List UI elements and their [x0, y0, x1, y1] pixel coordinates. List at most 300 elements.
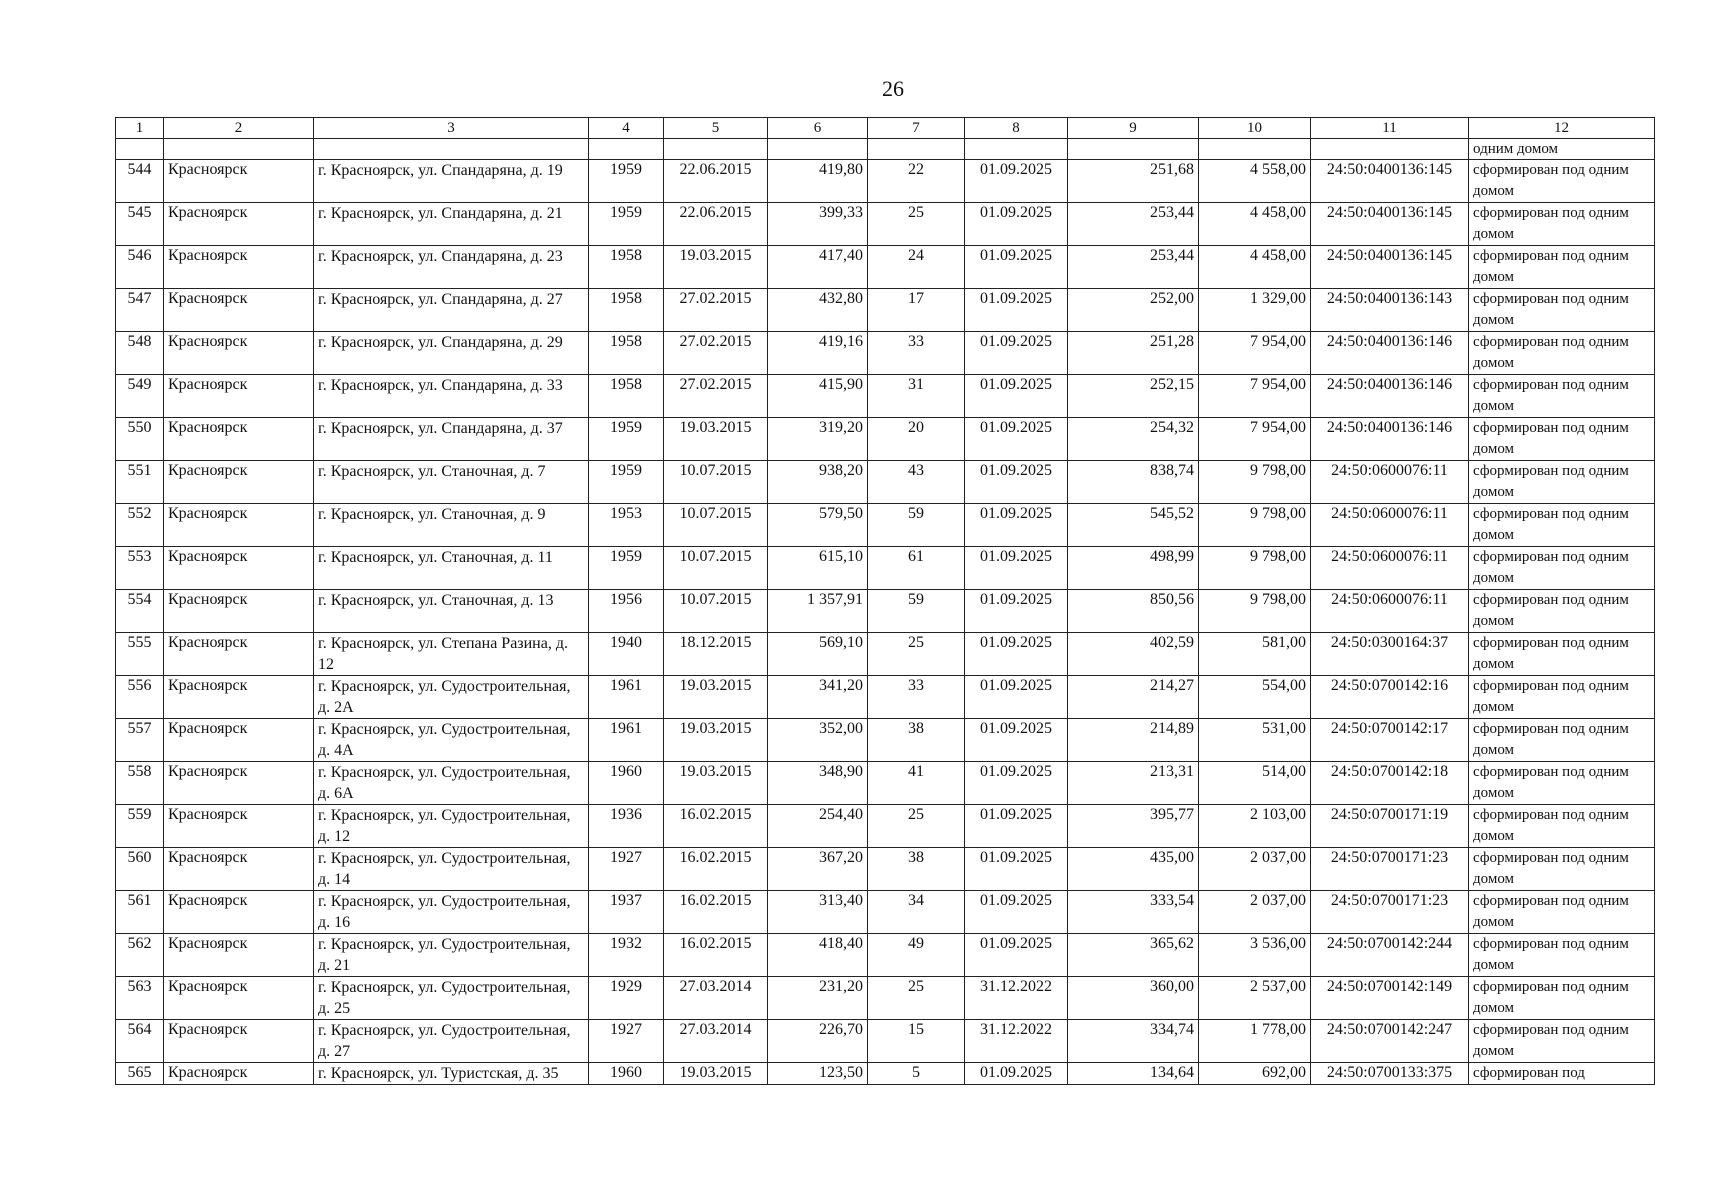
col10-cell: 2 537,00	[1199, 977, 1311, 1020]
col9-cell: 365,62	[1068, 934, 1199, 977]
year-cell: 1927	[589, 848, 664, 891]
col9-cell: 251,68	[1068, 160, 1199, 203]
year-cell: 1958	[589, 375, 664, 418]
table-row	[116, 1020, 1655, 1063]
city-cell: Красноярск	[164, 590, 314, 633]
row-number: 558	[116, 762, 164, 805]
status-cell: сформирован под одним домом	[1469, 547, 1655, 590]
year-cell: 1961	[589, 719, 664, 762]
address-cell: г. Красноярск, ул. Спандаряна, д. 23	[314, 246, 589, 289]
col10-cell: 9 798,00	[1199, 461, 1311, 504]
status-cell: сформирован под одним домом	[1469, 676, 1655, 719]
city-cell: Красноярск	[164, 504, 314, 547]
year-cell: 1940	[589, 633, 664, 676]
status-cell: сформирован под одним домом	[1469, 1020, 1655, 1063]
deadline-cell: 01.09.2025	[965, 848, 1068, 891]
column-header-7: 7	[868, 118, 965, 139]
date-cell: 10.07.2015	[664, 461, 768, 504]
col10-cell: 2 037,00	[1199, 891, 1311, 934]
col7-cell: 41	[868, 762, 965, 805]
table-row	[116, 160, 1655, 203]
col10-cell: 3 536,00	[1199, 934, 1311, 977]
area-cell: 418,40	[768, 934, 868, 977]
column-header-9: 9	[1068, 118, 1199, 139]
area-cell: 569,10	[768, 633, 868, 676]
status-cell: сформирован под одним домом	[1469, 504, 1655, 547]
address-cell: г. Красноярск, ул. Станочная, д. 11	[314, 547, 589, 590]
table-body	[116, 139, 1655, 1085]
address-cell: г. Красноярск, ул. Туристская, д. 35	[314, 1063, 589, 1085]
city-cell: Красноярск	[164, 934, 314, 977]
row-number: 544	[116, 160, 164, 203]
deadline-cell: 31.12.2022	[965, 1020, 1068, 1063]
deadline-cell: 31.12.2022	[965, 977, 1068, 1020]
date-cell: 27.02.2015	[664, 332, 768, 375]
area-cell: 254,40	[768, 805, 868, 848]
area-cell: 348,90	[768, 762, 868, 805]
address-cell: г. Красноярск, ул. Судостроительная, д. 6А	[314, 762, 589, 805]
col7-cell: 38	[868, 848, 965, 891]
address-cell: г. Красноярск, ул. Судостроительная, д. 21	[314, 934, 589, 977]
col9-cell: 435,00	[1068, 848, 1199, 891]
year-cell: 1958	[589, 289, 664, 332]
year-cell: 1959	[589, 461, 664, 504]
date-cell: 19.03.2015	[664, 762, 768, 805]
deadline-cell: 01.09.2025	[965, 805, 1068, 848]
deadline-cell: 01.09.2025	[965, 246, 1068, 289]
col9-cell: 334,74	[1068, 1020, 1199, 1063]
col9-cell: 395,77	[1068, 805, 1199, 848]
continuation-row	[116, 139, 1655, 160]
col10-cell: 7 954,00	[1199, 332, 1311, 375]
status-cell: сформирован под одним домом	[1469, 977, 1655, 1020]
column-header-12: 12	[1469, 118, 1655, 139]
row-number: 564	[116, 1020, 164, 1063]
row-number: 557	[116, 719, 164, 762]
row-number: 553	[116, 547, 164, 590]
date-cell: 27.03.2014	[664, 1020, 768, 1063]
area-cell: 313,40	[768, 891, 868, 934]
row-number: 559	[116, 805, 164, 848]
city-cell: Красноярск	[164, 891, 314, 934]
cadastral-number-cell: 24:50:0300164:37	[1311, 633, 1469, 676]
col7-cell: 33	[868, 332, 965, 375]
column-header-1: 1	[116, 118, 164, 139]
city-cell: Красноярск	[164, 1063, 314, 1085]
table-row	[116, 977, 1655, 1020]
col9-cell: 850,56	[1068, 590, 1199, 633]
page-number: 26	[882, 76, 904, 101]
status-cell: сформирован под одним домом	[1469, 934, 1655, 977]
date-cell: 27.02.2015	[664, 375, 768, 418]
year-cell: 1958	[589, 246, 664, 289]
column-header-11: 11	[1311, 118, 1469, 139]
address-cell: г. Красноярск, ул. Спандаряна, д. 33	[314, 375, 589, 418]
date-cell: 19.03.2015	[664, 418, 768, 461]
city-cell: Красноярск	[164, 332, 314, 375]
col7-cell: 34	[868, 891, 965, 934]
address-cell: г. Красноярск, ул. Судостроительная, д. 2А	[314, 676, 589, 719]
deadline-cell: 01.09.2025	[965, 332, 1068, 375]
date-cell: 10.07.2015	[664, 590, 768, 633]
col9-cell: 253,44	[1068, 203, 1199, 246]
col7-cell: 43	[868, 461, 965, 504]
col9-cell: 213,31	[1068, 762, 1199, 805]
status-cell: сформирован под одним домом	[1469, 891, 1655, 934]
table-row	[116, 203, 1655, 246]
col9-cell: 214,27	[1068, 676, 1199, 719]
area-cell: 419,16	[768, 332, 868, 375]
cadastral-number-cell: 24:50:0600076:11	[1311, 590, 1469, 633]
status-cell: сформирован под одним домом	[1469, 203, 1655, 246]
status-cell: сформирован под одним домом	[1469, 375, 1655, 418]
city-cell: Красноярск	[164, 289, 314, 332]
row-number: 549	[116, 375, 164, 418]
col7-cell: 38	[868, 719, 965, 762]
col7-cell: 59	[868, 590, 965, 633]
deadline-cell: 01.09.2025	[965, 762, 1068, 805]
table-row	[116, 719, 1655, 762]
col9-cell: 545,52	[1068, 504, 1199, 547]
address-cell: г. Красноярск, ул. Судостроительная, д. 27	[314, 1020, 589, 1063]
cadastral-number-cell: 24:50:0400136:146	[1311, 375, 1469, 418]
col7-cell: 5	[868, 1063, 965, 1085]
cadastral-number-cell: 24:50:0400136:145	[1311, 160, 1469, 203]
col10-cell: 9 798,00	[1199, 504, 1311, 547]
col7-cell: 31	[868, 375, 965, 418]
cadastral-number-cell: 24:50:0400136:145	[1311, 203, 1469, 246]
area-cell: 417,40	[768, 246, 868, 289]
status-cell: сформирован под одним домом	[1469, 590, 1655, 633]
year-cell: 1960	[589, 762, 664, 805]
city-cell: Красноярск	[164, 633, 314, 676]
city-cell: Красноярск	[164, 375, 314, 418]
table-row	[116, 891, 1655, 934]
col10-cell: 531,00	[1199, 719, 1311, 762]
area-cell: 367,20	[768, 848, 868, 891]
cadastral-number-cell: 24:50:0400136:146	[1311, 332, 1469, 375]
table-row	[116, 805, 1655, 848]
col7-cell: 22	[868, 160, 965, 203]
status-cell: сформирован под одним домом	[1469, 246, 1655, 289]
city-cell: Красноярск	[164, 977, 314, 1020]
address-cell: г. Красноярск, ул. Станочная, д. 9	[314, 504, 589, 547]
date-cell: 10.07.2015	[664, 504, 768, 547]
row-number: 552	[116, 504, 164, 547]
col7-cell: 25	[868, 977, 965, 1020]
column-header-4: 4	[589, 118, 664, 139]
deadline-cell: 01.09.2025	[965, 504, 1068, 547]
area-cell: 1 357,91	[768, 590, 868, 633]
date-cell: 16.02.2015	[664, 805, 768, 848]
col10-cell: 514,00	[1199, 762, 1311, 805]
date-cell: 19.03.2015	[664, 719, 768, 762]
date-cell: 18.12.2015	[664, 633, 768, 676]
status-cell: сформирован под одним домом	[1469, 805, 1655, 848]
area-cell: 226,70	[768, 1020, 868, 1063]
col10-cell: 2 103,00	[1199, 805, 1311, 848]
deadline-cell: 01.09.2025	[965, 891, 1068, 934]
status-cell: сформирован под одним домом	[1469, 461, 1655, 504]
row-number: 547	[116, 289, 164, 332]
city-cell: Красноярск	[164, 461, 314, 504]
col10-cell: 1 329,00	[1199, 289, 1311, 332]
table-row	[116, 676, 1655, 719]
address-cell: г. Красноярск, ул. Спандаряна, д. 19	[314, 160, 589, 203]
area-cell: 615,10	[768, 547, 868, 590]
date-cell: 19.03.2015	[664, 1063, 768, 1085]
cadastral-number-cell: 24:50:0400136:145	[1311, 246, 1469, 289]
area-cell: 231,20	[768, 977, 868, 1020]
col9-cell: 333,54	[1068, 891, 1199, 934]
column-header-5: 5	[664, 118, 768, 139]
deadline-cell: 01.09.2025	[965, 289, 1068, 332]
col7-cell: 33	[868, 676, 965, 719]
address-cell: г. Красноярск, ул. Степана Разина, д. 12	[314, 633, 589, 676]
date-cell: 19.03.2015	[664, 246, 768, 289]
address-cell: г. Красноярск, ул. Судостроительная, д. 4А	[314, 719, 589, 762]
col10-cell: 554,00	[1199, 676, 1311, 719]
city-cell: Красноярск	[164, 246, 314, 289]
city-cell: Красноярск	[164, 203, 314, 246]
year-cell: 1927	[589, 1020, 664, 1063]
col9-cell: 252,15	[1068, 375, 1199, 418]
cadastral-number-cell: 24:50:0700142:247	[1311, 1020, 1469, 1063]
status-cell: сформирован под одним домом	[1469, 418, 1655, 461]
row-number: 546	[116, 246, 164, 289]
deadline-cell: 01.09.2025	[965, 160, 1068, 203]
city-cell: Красноярск	[164, 676, 314, 719]
table-row	[116, 848, 1655, 891]
housing-registry-table	[115, 117, 1655, 1085]
date-cell: 22.06.2015	[664, 203, 768, 246]
deadline-cell: 01.09.2025	[965, 203, 1068, 246]
row-number: 551	[116, 461, 164, 504]
year-cell: 1958	[589, 332, 664, 375]
area-cell: 341,20	[768, 676, 868, 719]
status-cell: сформирован под	[1469, 1063, 1655, 1085]
year-cell: 1932	[589, 934, 664, 977]
deadline-cell: 01.09.2025	[965, 418, 1068, 461]
city-cell: Красноярск	[164, 1020, 314, 1063]
col9-cell: 498,99	[1068, 547, 1199, 590]
table-row	[116, 375, 1655, 418]
table-row	[116, 289, 1655, 332]
date-cell: 27.03.2014	[664, 977, 768, 1020]
table-row	[116, 332, 1655, 375]
city-cell: Красноярск	[164, 762, 314, 805]
address-cell: г. Красноярск, ул. Судостроительная, д. 12	[314, 805, 589, 848]
city-cell: Красноярск	[164, 160, 314, 203]
cadastral-number-cell: 24:50:0700171:23	[1311, 848, 1469, 891]
column-number-header	[116, 118, 1655, 139]
row-number: 565	[116, 1063, 164, 1085]
table-row	[116, 934, 1655, 977]
deadline-cell: 01.09.2025	[965, 676, 1068, 719]
row-number: 548	[116, 332, 164, 375]
deadline-cell: 01.09.2025	[965, 934, 1068, 977]
table-row	[116, 547, 1655, 590]
col9-cell: 254,32	[1068, 418, 1199, 461]
cadastral-number-cell: 24:50:0400136:143	[1311, 289, 1469, 332]
status-cell: сформирован под одним домом	[1469, 289, 1655, 332]
city-cell: Красноярск	[164, 805, 314, 848]
area-cell: 938,20	[768, 461, 868, 504]
row-number: 561	[116, 891, 164, 934]
col7-cell: 15	[868, 1020, 965, 1063]
address-cell: г. Красноярск, ул. Спандаряна, д. 27	[314, 289, 589, 332]
col10-cell: 7 954,00	[1199, 375, 1311, 418]
row-number: 545	[116, 203, 164, 246]
table-row	[116, 1063, 1655, 1085]
table-row	[116, 633, 1655, 676]
continuation-status: одним домом	[1469, 139, 1655, 160]
year-cell: 1961	[589, 676, 664, 719]
column-header-3: 3	[314, 118, 589, 139]
table-row	[116, 762, 1655, 805]
table-row	[116, 246, 1655, 289]
col7-cell: 24	[868, 246, 965, 289]
deadline-cell: 01.09.2025	[965, 633, 1068, 676]
status-cell: сформирован под одним домом	[1469, 332, 1655, 375]
year-cell: 1956	[589, 590, 664, 633]
col7-cell: 25	[868, 633, 965, 676]
col9-cell: 252,00	[1068, 289, 1199, 332]
table-row	[116, 504, 1655, 547]
col10-cell: 1 778,00	[1199, 1020, 1311, 1063]
column-header-6: 6	[768, 118, 868, 139]
col9-cell: 253,44	[1068, 246, 1199, 289]
col9-cell: 251,28	[1068, 332, 1199, 375]
status-cell: сформирован под одним домом	[1469, 633, 1655, 676]
area-cell: 419,80	[768, 160, 868, 203]
col7-cell: 20	[868, 418, 965, 461]
date-cell: 16.02.2015	[664, 848, 768, 891]
city-cell: Красноярск	[164, 848, 314, 891]
row-number: 550	[116, 418, 164, 461]
area-cell: 432,80	[768, 289, 868, 332]
col9-cell: 134,64	[1068, 1063, 1199, 1085]
year-cell: 1959	[589, 203, 664, 246]
address-cell: г. Красноярск, ул. Судостроительная, д. 14	[314, 848, 589, 891]
deadline-cell: 01.09.2025	[965, 461, 1068, 504]
column-header-8: 8	[965, 118, 1068, 139]
address-cell: г. Красноярск, ул. Спандаряна, д. 21	[314, 203, 589, 246]
column-header-10: 10	[1199, 118, 1311, 139]
date-cell: 19.03.2015	[664, 676, 768, 719]
status-cell: сформирован под одним домом	[1469, 762, 1655, 805]
address-cell: г. Красноярск, ул. Спандаряна, д. 29	[314, 332, 589, 375]
area-cell: 352,00	[768, 719, 868, 762]
col7-cell: 59	[868, 504, 965, 547]
table-row	[116, 590, 1655, 633]
cadastral-number-cell: 24:50:0400136:146	[1311, 418, 1469, 461]
year-cell: 1959	[589, 547, 664, 590]
cadastral-number-cell: 24:50:0700171:19	[1311, 805, 1469, 848]
col7-cell: 25	[868, 805, 965, 848]
col7-cell: 25	[868, 203, 965, 246]
year-cell: 1959	[589, 418, 664, 461]
address-cell: г. Красноярск, ул. Судостроительная, д. 25	[314, 977, 589, 1020]
city-cell: Красноярск	[164, 418, 314, 461]
col7-cell: 17	[868, 289, 965, 332]
col7-cell: 49	[868, 934, 965, 977]
column-header-2: 2	[164, 118, 314, 139]
date-cell: 16.02.2015	[664, 891, 768, 934]
date-cell: 10.07.2015	[664, 547, 768, 590]
cadastral-number-cell: 24:50:0700142:16	[1311, 676, 1469, 719]
col10-cell: 9 798,00	[1199, 590, 1311, 633]
row-number: 556	[116, 676, 164, 719]
area-cell: 319,20	[768, 418, 868, 461]
col10-cell: 581,00	[1199, 633, 1311, 676]
date-cell: 27.02.2015	[664, 289, 768, 332]
col9-cell: 402,59	[1068, 633, 1199, 676]
area-cell: 123,50	[768, 1063, 868, 1085]
cadastral-number-cell: 24:50:0600076:11	[1311, 504, 1469, 547]
col10-cell: 4 458,00	[1199, 203, 1311, 246]
cadastral-number-cell: 24:50:0700171:23	[1311, 891, 1469, 934]
year-cell: 1936	[589, 805, 664, 848]
col7-cell: 61	[868, 547, 965, 590]
deadline-cell: 01.09.2025	[965, 590, 1068, 633]
col10-cell: 7 954,00	[1199, 418, 1311, 461]
row-number: 563	[116, 977, 164, 1020]
table-row	[116, 418, 1655, 461]
cadastral-number-cell: 24:50:0600076:11	[1311, 547, 1469, 590]
row-number: 554	[116, 590, 164, 633]
deadline-cell: 01.09.2025	[965, 1063, 1068, 1085]
year-cell: 1960	[589, 1063, 664, 1085]
col10-cell: 2 037,00	[1199, 848, 1311, 891]
date-cell: 22.06.2015	[664, 160, 768, 203]
row-number: 560	[116, 848, 164, 891]
area-cell: 399,33	[768, 203, 868, 246]
status-cell: сформирован под одним домом	[1469, 719, 1655, 762]
col10-cell: 9 798,00	[1199, 547, 1311, 590]
col10-cell: 4 558,00	[1199, 160, 1311, 203]
status-cell: сформирован под одним домом	[1469, 848, 1655, 891]
cadastral-number-cell: 24:50:0700142:17	[1311, 719, 1469, 762]
cadastral-number-cell: 24:50:0600076:11	[1311, 461, 1469, 504]
status-cell: сформирован под одним домом	[1469, 160, 1655, 203]
col9-cell: 214,89	[1068, 719, 1199, 762]
address-cell: г. Красноярск, ул. Судостроительная, д. 16	[314, 891, 589, 934]
col9-cell: 360,00	[1068, 977, 1199, 1020]
cadastral-number-cell: 24:50:0700142:244	[1311, 934, 1469, 977]
city-cell: Красноярск	[164, 547, 314, 590]
year-cell: 1929	[589, 977, 664, 1020]
area-cell: 579,50	[768, 504, 868, 547]
address-cell: г. Красноярск, ул. Спандаряна, д. 37	[314, 418, 589, 461]
deadline-cell: 01.09.2025	[965, 547, 1068, 590]
date-cell: 16.02.2015	[664, 934, 768, 977]
row-number: 555	[116, 633, 164, 676]
col10-cell: 692,00	[1199, 1063, 1311, 1085]
row-number: 562	[116, 934, 164, 977]
city-cell: Красноярск	[164, 719, 314, 762]
col10-cell: 4 458,00	[1199, 246, 1311, 289]
col9-cell: 838,74	[1068, 461, 1199, 504]
table-row	[116, 461, 1655, 504]
deadline-cell: 01.09.2025	[965, 719, 1068, 762]
year-cell: 1953	[589, 504, 664, 547]
cadastral-number-cell: 24:50:0700142:149	[1311, 977, 1469, 1020]
cadastral-number-cell: 24:50:0700142:18	[1311, 762, 1469, 805]
address-cell: г. Красноярск, ул. Станочная, д. 13	[314, 590, 589, 633]
year-cell: 1959	[589, 160, 664, 203]
cadastral-number-cell: 24:50:0700133:375	[1311, 1063, 1469, 1085]
